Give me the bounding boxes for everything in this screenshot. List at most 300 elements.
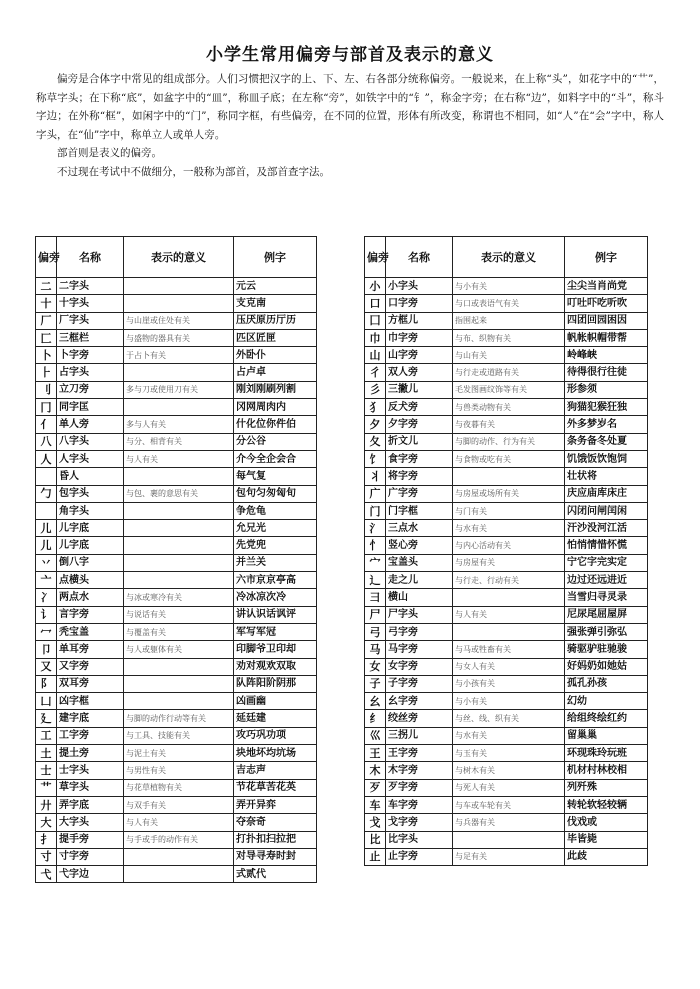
intro-paragraph: 偏旁是合体字中常见的组成部分。人们习惯把汉字的上、下、左、右各部分统称偏旁。一般说来，在上称“头”，如花字中的“艹”，称草字头；在下称“底”，如盆字中的“皿”，称皿子底；在左称“旁”，如铁字中的“钅”，称金字旁；在右称“边”，如料字中的“斗”，称斗字边；在外称“框”，如闲字中的“门”，称同字框，有些偏旁，在不同的位置，形体有所改变，称谓也不相同，如“人”在“会”字中，称人字头，在“仙”字中，称单立人或单人旁。 xyxy=(36,73,664,141)
radical-cell: 廴 xyxy=(36,710,57,727)
table-row xyxy=(365,381,648,398)
example-cell: 转轮软轻较辆 xyxy=(565,796,648,813)
radical-cell: 讠 xyxy=(36,606,57,623)
radical-cell: 二 xyxy=(36,278,57,295)
example-cell: 孤孔孙孩 xyxy=(565,675,648,692)
name-cell: 走之儿 xyxy=(386,572,453,589)
name-cell: 宝盖头 xyxy=(386,554,453,571)
radical-cell: 戈 xyxy=(365,814,386,831)
radical-cell: 囗 xyxy=(365,312,386,329)
name-cell: 竖心旁 xyxy=(386,537,453,554)
radical-cell: 夕 xyxy=(365,416,386,433)
name-cell: 又字旁 xyxy=(57,658,124,675)
radical-cell: 门 xyxy=(365,502,386,519)
name-cell: 士字头 xyxy=(57,762,124,779)
example-cell: 形参须 xyxy=(565,381,648,398)
example-cell: 当雪归寻灵录 xyxy=(565,589,648,606)
table-row xyxy=(365,399,648,416)
name-cell: 方框儿 xyxy=(386,312,453,329)
table-row xyxy=(365,450,648,467)
meaning-cell: 与脚的动作、行为有关 xyxy=(453,433,565,450)
example-cell: 闪闭问闸闰闲 xyxy=(565,502,648,519)
radical-cell: 卩 xyxy=(36,641,57,658)
table-row xyxy=(36,468,317,485)
radical-cell: ⺊ xyxy=(36,364,57,381)
meaning-cell: 与包、裹的意思有关 xyxy=(124,485,234,502)
example-cell: 并兰关 xyxy=(234,554,317,571)
radical-cell: 弋 xyxy=(36,866,57,883)
table-row xyxy=(36,278,317,295)
example-cell: 外卧仆 xyxy=(234,347,317,364)
example-cell: 列歼殊 xyxy=(565,779,648,796)
meaning-cell xyxy=(124,658,234,675)
meaning-cell: 与房屋有关 xyxy=(453,554,565,571)
name-cell: 人字头 xyxy=(57,450,124,467)
table-row xyxy=(36,675,317,692)
radical-cell: 彡 xyxy=(365,381,386,398)
example-cell: 印脚爷卫印却 xyxy=(234,641,317,658)
example-cell: 狗猫犯猴狂独 xyxy=(565,399,648,416)
radical-cell: 马 xyxy=(365,641,386,658)
example-cell: 环现珠玲玩班 xyxy=(565,745,648,762)
radical-cell: 儿 xyxy=(36,520,57,537)
radical-cell: 寸 xyxy=(36,848,57,865)
radical-cell: 凵 xyxy=(36,693,57,710)
name-cell: 木字旁 xyxy=(386,762,453,779)
example-cell: 包句匀匆匈旬 xyxy=(234,485,317,502)
name-cell: 十字头 xyxy=(57,295,124,312)
name-cell: 反犬旁 xyxy=(386,399,453,416)
radical-cell: 八 xyxy=(36,433,57,450)
radical-cell: 彳 xyxy=(365,364,386,381)
example-cell: 什化位你件伯 xyxy=(234,416,317,433)
name-cell: 横山 xyxy=(386,589,453,606)
table-row xyxy=(36,347,317,364)
example-cell: 队阵阳阶阴那 xyxy=(234,675,317,692)
table-row xyxy=(36,364,317,381)
example-cell: 好妈奶如她姑 xyxy=(565,658,648,675)
radical-cell: 儿 xyxy=(36,537,57,554)
meaning-cell: 与布、织物有关 xyxy=(453,329,565,346)
example-cell: 冈网周肉内 xyxy=(234,399,317,416)
table-row xyxy=(36,502,317,519)
name-cell: 王字旁 xyxy=(386,745,453,762)
example-cell: 争危龟 xyxy=(234,502,317,519)
name-cell: 夕字旁 xyxy=(386,416,453,433)
table-row xyxy=(365,433,648,450)
radical-cell: 丷 xyxy=(36,554,57,571)
name-cell: 草字头 xyxy=(57,779,124,796)
name-cell: 包字头 xyxy=(57,485,124,502)
radical-cell: 扌 xyxy=(36,831,57,848)
meaning-cell xyxy=(124,848,234,865)
radical-cell: 阝 xyxy=(36,675,57,692)
page-title: 小学生常用偏旁与部首及表示的意义 xyxy=(206,45,494,65)
radical-cell: 子 xyxy=(365,675,386,692)
name-cell: 绞丝旁 xyxy=(386,710,453,727)
meaning-cell: 与人或躯体有关 xyxy=(124,641,234,658)
table-row xyxy=(365,658,648,675)
meaning-cell xyxy=(453,831,565,848)
table-row xyxy=(36,572,317,589)
meaning-cell: 与食物或吃有关 xyxy=(453,450,565,467)
radical-cell: 彐 xyxy=(365,589,386,606)
radical-cell: 又 xyxy=(36,658,57,675)
radical-cell: 士 xyxy=(36,762,57,779)
example-cell: 凶画幽 xyxy=(234,693,317,710)
example-cell: 元云 xyxy=(234,278,317,295)
radical-cell: 氵 xyxy=(365,520,386,537)
example-cell: 介今全企会合 xyxy=(234,450,317,467)
table-row xyxy=(365,623,648,640)
meaning-cell xyxy=(124,278,234,295)
meaning-cell: 与小有关 xyxy=(453,278,565,295)
radical-cell: 比 xyxy=(365,831,386,848)
table-row xyxy=(36,745,317,762)
table-header-row xyxy=(36,237,317,278)
example-cell: 尘尖当肖尚党 xyxy=(565,278,648,295)
radical-cell: 夂 xyxy=(365,433,386,450)
meaning-cell: 与冰或寒冷有关 xyxy=(124,589,234,606)
radical-cell: 勹 xyxy=(36,485,57,502)
meaning-cell: 与女人有关 xyxy=(453,658,565,675)
radical-cell: 口 xyxy=(365,295,386,312)
radical-cell: 冂 xyxy=(36,399,57,416)
table-row xyxy=(36,450,317,467)
table-row xyxy=(36,848,317,865)
example-cell: 延廷建 xyxy=(234,710,317,727)
table-row xyxy=(36,831,317,848)
example-cell: 每气复 xyxy=(234,468,317,485)
table-row xyxy=(365,762,648,779)
meaning-cell: 与男性有关 xyxy=(124,762,234,779)
table-row xyxy=(365,278,648,295)
meaning-cell xyxy=(124,502,234,519)
radical-cell: 小 xyxy=(365,278,386,295)
table-row xyxy=(36,554,317,571)
name-cell: 三撇儿 xyxy=(386,381,453,398)
example-cell: 尼尿尾屈屋屏 xyxy=(565,606,648,623)
table-header-row xyxy=(365,237,648,278)
name-cell: 双耳旁 xyxy=(57,675,124,692)
name-cell: 凶字框 xyxy=(57,693,124,710)
table-row xyxy=(36,796,317,813)
name-cell: 弄字底 xyxy=(57,796,124,813)
name-cell: 秃宝盖 xyxy=(57,623,124,640)
radical-cell: 工 xyxy=(36,727,57,744)
meaning-cell: 与行走或道路有关 xyxy=(453,364,565,381)
table-row xyxy=(365,641,648,658)
example-cell: 幻幼 xyxy=(565,693,648,710)
name-cell: 厂字头 xyxy=(57,312,124,329)
radical-cell xyxy=(36,468,57,485)
meaning-cell: 与兵器有关 xyxy=(453,814,565,831)
name-cell: 小字头 xyxy=(386,278,453,295)
meaning-cell: 与口或表语气有关 xyxy=(453,295,565,312)
name-cell: 比字头 xyxy=(386,831,453,848)
meaning-cell: 指围起来 xyxy=(453,312,565,329)
name-cell: 八字头 xyxy=(57,433,124,450)
intro-paragraph: 不过现在考试中不做细分，一般称为部首，及部首查字法。 xyxy=(57,165,330,178)
name-cell: 卜字旁 xyxy=(57,347,124,364)
table-row xyxy=(365,468,648,485)
example-cell: 帆帐帜帽带帮 xyxy=(565,329,648,346)
table-row xyxy=(365,814,648,831)
example-cell: 军写军冠 xyxy=(234,623,317,640)
meaning-cell: 与门有关 xyxy=(453,502,565,519)
example-cell: 占卢卓 xyxy=(234,364,317,381)
radical-cell: 丬 xyxy=(365,468,386,485)
example-cell: 骑驱驴驻驰骏 xyxy=(565,641,648,658)
header-radical: 偏旁 xyxy=(365,237,386,278)
radical-table-right xyxy=(364,236,648,866)
name-cell: 三框栏 xyxy=(57,329,124,346)
radical-cell: 犭 xyxy=(365,399,386,416)
example-cell: 汗沙没河江活 xyxy=(565,520,648,537)
name-cell: 昏人 xyxy=(57,468,124,485)
intro-paragraph: 部首则是表义的偏旁。 xyxy=(57,147,162,159)
example-cell: 支克南 xyxy=(234,295,317,312)
name-cell: 将字旁 xyxy=(386,468,453,485)
example-cell: 壮状将 xyxy=(565,468,648,485)
example-cell: 待得很行往徒 xyxy=(565,364,648,381)
meaning-cell: 与人有关 xyxy=(124,450,234,467)
header-meaning: 表示的意义 xyxy=(124,237,234,278)
meaning-cell xyxy=(124,537,234,554)
name-cell: 工字旁 xyxy=(57,727,124,744)
name-cell: 三拐儿 xyxy=(386,727,453,744)
table-row xyxy=(365,796,648,813)
example-cell: 叮吐吓吃听吹 xyxy=(565,295,648,312)
example-cell: 庆应庙库床庄 xyxy=(565,485,648,502)
radical-cell: 饣 xyxy=(365,450,386,467)
table-row xyxy=(365,416,648,433)
radical-cell: 王 xyxy=(365,745,386,762)
name-cell: 寸字旁 xyxy=(57,848,124,865)
name-cell: 广字旁 xyxy=(386,485,453,502)
radical-cell: 十 xyxy=(36,295,57,312)
table-row xyxy=(365,485,648,502)
table-row xyxy=(36,520,317,537)
name-cell: 车字旁 xyxy=(386,796,453,813)
meaning-cell: 与山崖或住处有关 xyxy=(124,312,234,329)
example-cell: 冷冰凉次冷 xyxy=(234,589,317,606)
meaning-cell: 与车或车轮有关 xyxy=(453,796,565,813)
example-cell: 式贰代 xyxy=(234,866,317,883)
meaning-cell xyxy=(124,554,234,571)
name-cell: 两点水 xyxy=(57,589,124,606)
name-cell: 子字旁 xyxy=(386,675,453,692)
name-cell: 戈字旁 xyxy=(386,814,453,831)
name-cell: 单人旁 xyxy=(57,416,124,433)
table-row xyxy=(365,295,648,312)
example-cell: 岭峰峡 xyxy=(565,347,648,364)
name-cell: 三点水 xyxy=(386,520,453,537)
radical-cell: 卜 xyxy=(36,347,57,364)
table-row xyxy=(365,606,648,623)
radical-cell: 木 xyxy=(365,762,386,779)
name-cell: 双人旁 xyxy=(386,364,453,381)
name-cell: 儿字底 xyxy=(57,537,124,554)
radical-table-left xyxy=(35,236,317,883)
radical-cell: 艹 xyxy=(36,779,57,796)
table-row xyxy=(365,502,648,519)
radical-cell: 女 xyxy=(365,658,386,675)
example-cell: 六市京京亭高 xyxy=(234,572,317,589)
table-row xyxy=(365,589,648,606)
table-row xyxy=(36,606,317,623)
meaning-cell: 与足有关 xyxy=(453,848,565,865)
name-cell: 食字旁 xyxy=(386,450,453,467)
example-cell: 外多梦岁名 xyxy=(565,416,648,433)
table-row xyxy=(365,347,648,364)
example-cell: 条务备冬处夏 xyxy=(565,433,648,450)
radical-cell: 廾 xyxy=(36,796,57,813)
name-cell: 儿字底 xyxy=(57,520,124,537)
table-row xyxy=(365,312,648,329)
table-row xyxy=(36,399,317,416)
example-cell: 伐戏或 xyxy=(565,814,648,831)
header-meaning: 表示的意义 xyxy=(453,237,565,278)
meaning-cell: 与人有关 xyxy=(124,814,234,831)
name-cell: 单耳旁 xyxy=(57,641,124,658)
radical-cell: 土 xyxy=(36,745,57,762)
name-cell: 尸字头 xyxy=(386,606,453,623)
radical-cell: 冖 xyxy=(36,623,57,640)
name-cell: 折文儿 xyxy=(386,433,453,450)
example-cell: 刚刘刚刷列割 xyxy=(234,381,317,398)
name-cell: 二字头 xyxy=(57,278,124,295)
name-cell: 口字旁 xyxy=(386,295,453,312)
table-row xyxy=(365,848,648,865)
radical-cell: 大 xyxy=(36,814,57,831)
meaning-cell: 多与人有关 xyxy=(124,416,234,433)
table-row xyxy=(365,329,648,346)
table-row xyxy=(36,537,317,554)
table-row xyxy=(36,658,317,675)
meaning-cell: 与说话有关 xyxy=(124,606,234,623)
name-cell: 同字匡 xyxy=(57,399,124,416)
meaning-cell: 与工具、技能有关 xyxy=(124,727,234,744)
table-row xyxy=(36,485,317,502)
radical-cell: 广 xyxy=(365,485,386,502)
table-row xyxy=(365,693,648,710)
meaning-cell xyxy=(453,468,565,485)
radical-cell: 尸 xyxy=(365,606,386,623)
radical-cell: 巾 xyxy=(365,329,386,346)
table-row xyxy=(36,295,317,312)
example-cell: 给组终绘红约 xyxy=(565,710,648,727)
radical-cell: 辶 xyxy=(365,572,386,589)
name-cell: 角字头 xyxy=(57,502,124,519)
example-cell: 允兄光 xyxy=(234,520,317,537)
example-cell: 对导寻寿时封 xyxy=(234,848,317,865)
example-cell: 饥饿饭饮饱饲 xyxy=(565,450,648,467)
name-cell: 提手旁 xyxy=(57,831,124,848)
example-cell: 毕皆毙 xyxy=(565,831,648,848)
name-cell: 点横头 xyxy=(57,572,124,589)
radical-cell: 匚 xyxy=(36,329,57,346)
name-cell: 马字旁 xyxy=(386,641,453,658)
example-cell: 匹区匠匣 xyxy=(234,329,317,346)
meaning-cell: 与盛物的器具有关 xyxy=(124,329,234,346)
table-row xyxy=(36,312,317,329)
meaning-cell xyxy=(124,364,234,381)
example-cell: 宁它字完实定 xyxy=(565,554,648,571)
meaning-cell xyxy=(124,572,234,589)
meaning-cell: 与分、相背有关 xyxy=(124,433,234,450)
table-row xyxy=(365,554,648,571)
meaning-cell: 于占卜有关 xyxy=(124,347,234,364)
example-cell: 块地坏均坑场 xyxy=(234,745,317,762)
meaning-cell: 与夜暮有关 xyxy=(453,416,565,433)
meaning-cell: 与玉有关 xyxy=(453,745,565,762)
radical-cell: 巛 xyxy=(365,727,386,744)
table-row xyxy=(36,641,317,658)
meaning-cell xyxy=(124,520,234,537)
header-name: 名称 xyxy=(386,237,453,278)
table-row xyxy=(36,381,317,398)
meaning-cell xyxy=(124,468,234,485)
name-cell: 提土旁 xyxy=(57,745,124,762)
radical-cell: 刂 xyxy=(36,381,57,398)
table-row xyxy=(365,572,648,589)
name-cell: 立刀旁 xyxy=(57,381,124,398)
example-cell: 吉志声 xyxy=(234,762,317,779)
table-row xyxy=(36,762,317,779)
table-row xyxy=(365,745,648,762)
radical-cell: 忄 xyxy=(365,537,386,554)
example-cell: 四团回园困因 xyxy=(565,312,648,329)
table-row xyxy=(36,727,317,744)
meaning-cell: 与内心活动有关 xyxy=(453,537,565,554)
example-cell: 边过还远进近 xyxy=(565,572,648,589)
table-row xyxy=(36,623,317,640)
example-cell: 攻巧巩功项 xyxy=(234,727,317,744)
meaning-cell xyxy=(124,295,234,312)
radical-cell: 冫 xyxy=(36,589,57,606)
name-cell: 女字旁 xyxy=(386,658,453,675)
example-cell: 分公谷 xyxy=(234,433,317,450)
table-row xyxy=(365,727,648,744)
table-row xyxy=(36,814,317,831)
example-cell: 怕悄情惜怀慌 xyxy=(565,537,648,554)
meaning-cell: 与房屋或场所有关 xyxy=(453,485,565,502)
meaning-cell: 与手或手的动作有关 xyxy=(124,831,234,848)
radical-cell: 车 xyxy=(365,796,386,813)
meaning-cell: 与双手有关 xyxy=(124,796,234,813)
meaning-cell: 毛发图画纹饰等有关 xyxy=(453,381,565,398)
meaning-cell: 与人有关 xyxy=(453,606,565,623)
meaning-cell: 与兽类动物有关 xyxy=(453,399,565,416)
table-row xyxy=(365,831,648,848)
name-cell: 山字旁 xyxy=(386,347,453,364)
table-row xyxy=(36,710,317,727)
table-row xyxy=(36,416,317,433)
example-cell: 弄开异弈 xyxy=(234,796,317,813)
name-cell: 止字旁 xyxy=(386,848,453,865)
table-row xyxy=(365,710,648,727)
name-cell: 弓字旁 xyxy=(386,623,453,640)
name-cell: 幺字旁 xyxy=(386,693,453,710)
example-cell: 劝对观欢双取 xyxy=(234,658,317,675)
meaning-cell xyxy=(124,693,234,710)
meaning-cell: 与树木有关 xyxy=(453,762,565,779)
meaning-cell: 与花草植物有关 xyxy=(124,779,234,796)
radical-cell: 宀 xyxy=(365,554,386,571)
radical-cell: 歹 xyxy=(365,779,386,796)
meaning-cell xyxy=(453,623,565,640)
